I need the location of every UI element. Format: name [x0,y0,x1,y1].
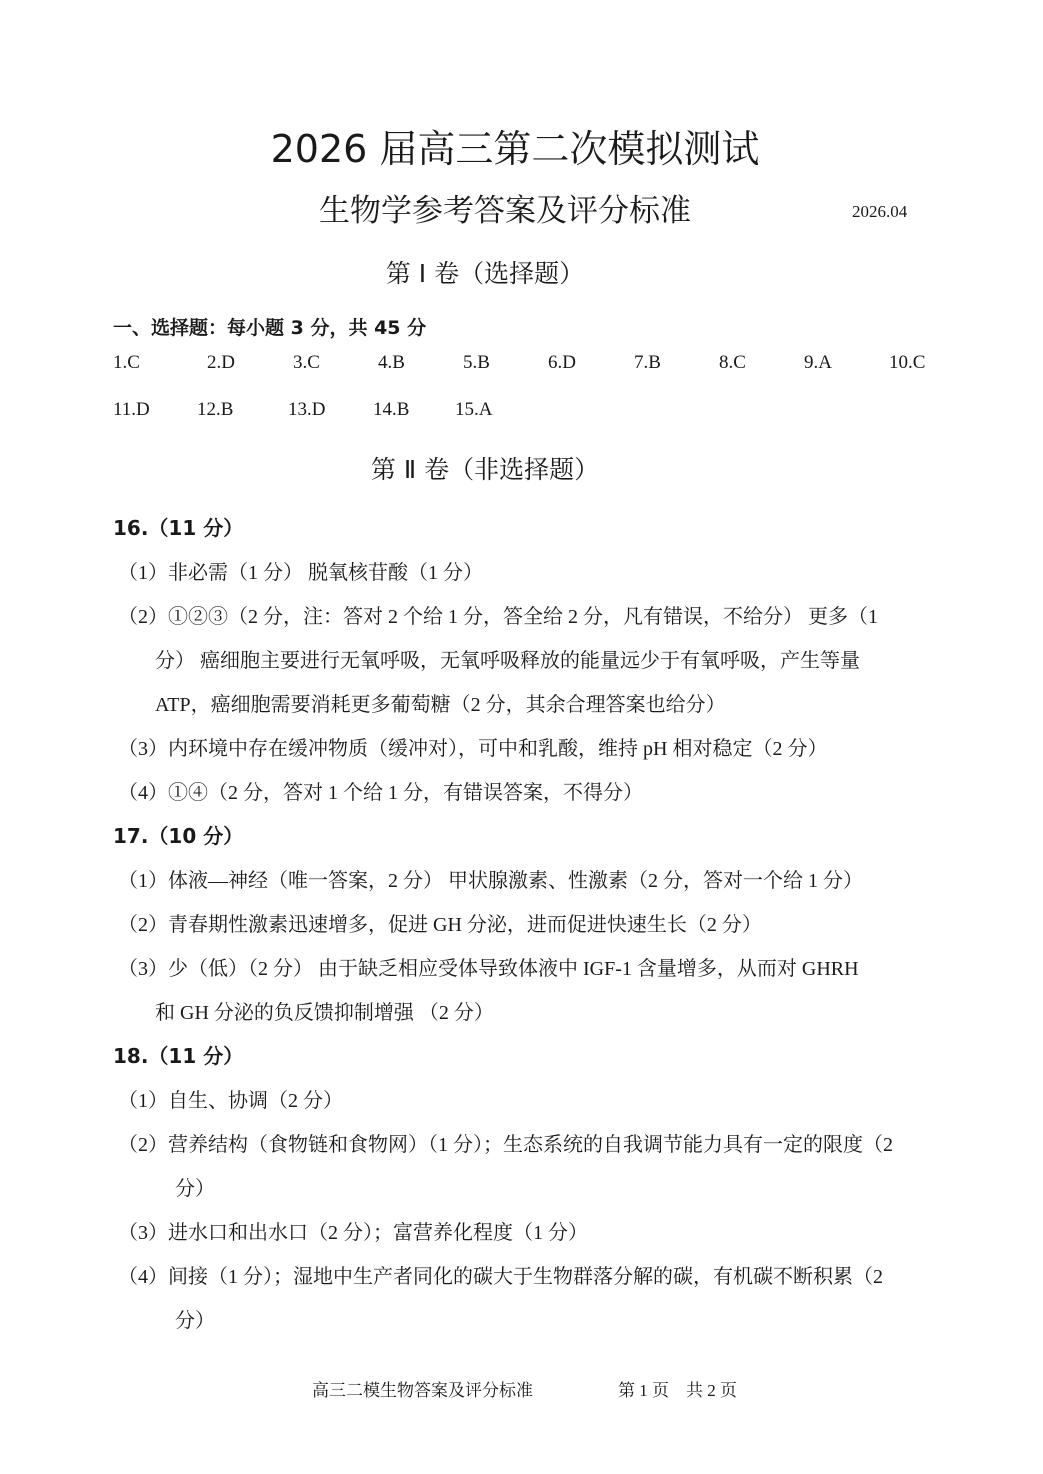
answer-line: （1）体液—神经（唯一答案，2 分） 甲状腺激素、性激素（2 分，答对一个给 1 分） [118,870,863,892]
answer-line: 分） 癌细胞主要进行无氧呼吸，无氧呼吸释放的能量远少于有氧呼吸，产生等量 [155,650,860,672]
choice-answer: 5.B [463,352,490,373]
choice-answer: 12.B [197,399,234,420]
page-subtitle: 生物学参考答案及评分标准 [319,193,691,229]
choice-answer: 6.D [548,352,576,373]
answer-line: （2）①②③（2 分，注：答对 2 个给 1 分，答全给 2 分，凡有错误，不给分） 更多（1 [118,606,878,628]
answer-line: （4）①④（2 分，答对 1 个给 1 分，有错误答案，不得分） [118,782,643,804]
footer-page-number: 第 1 页 共 2 页 [618,1381,737,1400]
question-heading: 18.（11 分） [113,1044,244,1068]
answer-line: （3）进水口和出水口（2 分）；富营养化程度（1 分） [118,1222,588,1244]
choice-answer: 1.C [113,352,140,373]
page-title: 2026 届高三第二次模拟测试 [270,127,760,171]
answer-line: ATP，癌细胞需要消耗更多葡萄糖（2 分，其余合理答案也给分） [155,694,726,716]
part2-heading: 第 Ⅱ 卷（非选择题） [370,455,600,484]
choice-answer: 3.C [293,352,320,373]
choice-answer: 14.B [373,399,410,420]
choice-answer: 4.B [378,352,405,373]
question-heading: 16.（11 分） [113,516,244,540]
exam-date: 2026.04 [852,202,908,221]
part1-instruction: 一、选择题：每小题 3 分，共 45 分 [113,317,427,339]
answer-line: （2）青春期性激素迅速增多，促进 GH 分泌，进而促进快速生长（2 分） [118,914,762,936]
choice-answer: 10.C [889,352,926,373]
choice-answer: 9.A [804,352,832,373]
answer-line: （1）非必需（1 分） 脱氧核苷酸（1 分） [118,562,483,584]
answer-line: （3）内环境中存在缓冲物质（缓冲对），可中和乳酸，维持 pH 相对稳定（2 分） [118,738,828,760]
part1-heading: 第 Ⅰ 卷（选择题） [385,259,585,288]
answer-line: 和 GH 分泌的负反馈抑制增强 （2 分） [155,1002,494,1024]
choice-answer: 2.D [207,352,235,373]
answer-line: 分） [175,1178,215,1200]
answer-line: （4）间接（1 分）；湿地中生产者同化的碳大于生物群落分解的碳，有机碳不断积累（2 [118,1266,883,1288]
answer-line: 分） [175,1310,215,1332]
choice-answer: 7.B [634,352,661,373]
answer-line: （1）自生、协调（2 分） [118,1090,343,1112]
choice-answer: 15.A [455,399,493,420]
footer-doc-title: 高三二模生物答案及评分标准 [312,1381,533,1400]
choice-answer: 8.C [719,352,746,373]
answer-line: （3）少（低）（2 分） 由于缺乏相应受体导致体液中 IGF-1 含量增多，从而对 GHRH [118,958,859,980]
choice-answer: 11.D [113,399,150,420]
question-heading: 17.（10 分） [113,824,244,848]
answer-line: （2）营养结构（食物链和食物网）（1 分）；生态系统的自我调节能力具有一定的限度（2 [118,1134,893,1156]
choice-answer: 13.D [288,399,326,420]
